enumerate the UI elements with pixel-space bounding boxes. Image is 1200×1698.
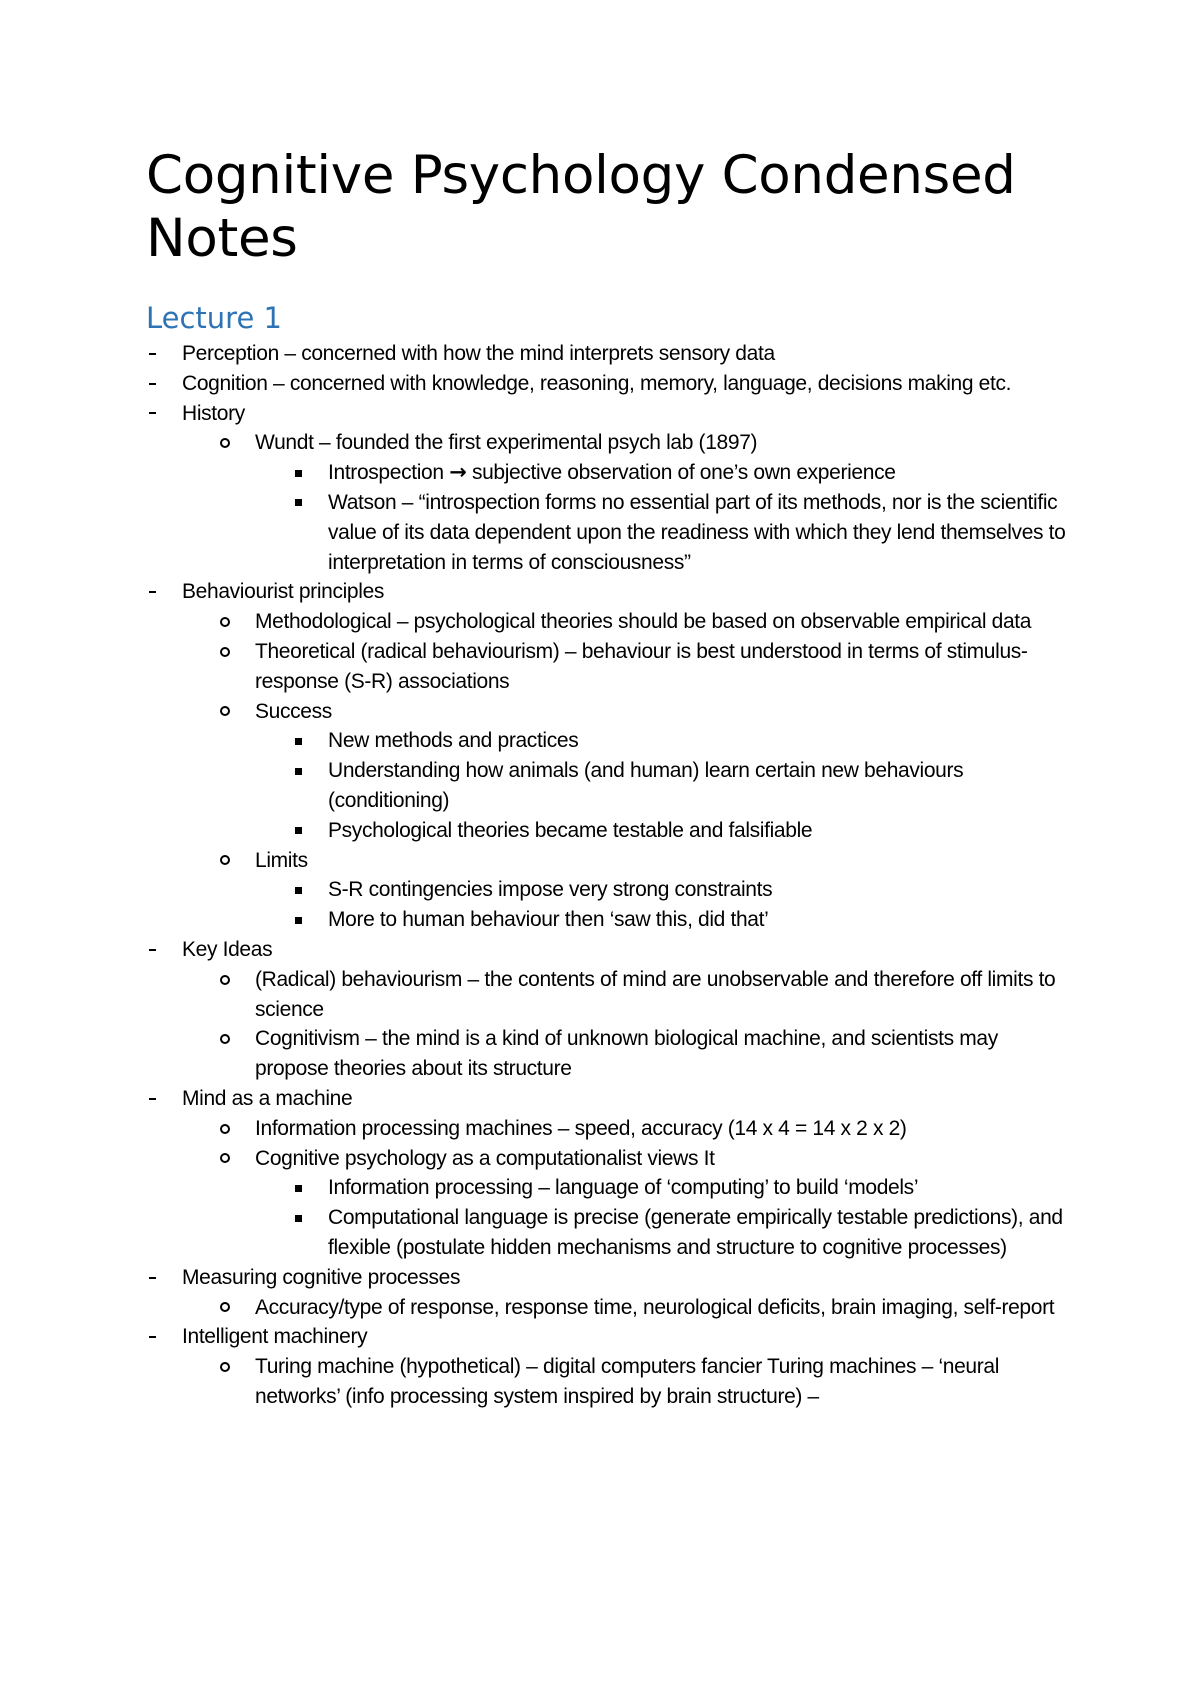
square-bullet-icon [292,458,304,488]
section-heading-lecture-1: Lecture 1 [146,301,282,335]
square-bullet-icon [292,756,304,786]
list-item [146,1293,1076,1323]
list-item-text: Cognitivism – the mind is a kind of unknown biological machine, and scientists may propose theories about its structure [255,1027,998,1081]
circle-bullet-icon [218,637,232,667]
list-item [146,1084,1076,1114]
list-item [146,607,1076,637]
circle-bullet-icon [218,607,232,637]
list-item [146,726,1076,756]
list-item [146,458,1076,488]
list-item-text: New methods and practices [328,729,579,753]
list-item [146,1322,1076,1352]
dash-bullet-icon [146,339,158,369]
list-item-text: More to human behaviour then ‘saw this, did that’ [328,908,769,932]
list-item [146,488,1076,577]
dash-bullet-icon [146,399,158,429]
list-item-text: Mind as a machine [182,1086,353,1110]
circle-bullet-icon [218,1352,232,1382]
list-item [146,1144,1076,1174]
list-item-text: Watson – “introspection forms no essential part of its methods, nor is the scientific value of its data dependent upon the readiness with which they lend themselves to interpretation in terms of consciousness” [328,490,1066,574]
list-item-text: Behaviourist principles [182,580,385,604]
list-item-text: Theoretical (radical behaviourism) – behaviour is best understood in terms of stimulus-response (S-R) associations [255,639,1028,693]
list-item-text: S-R contingencies impose very strong constraints [328,878,773,902]
list-item-text: Psychological theories became testable and falsifiable [328,818,813,842]
square-bullet-icon [292,875,304,905]
notes-list [146,339,1076,1412]
list-item [146,637,1076,697]
list-item-text-prefix: Introspection [328,461,450,485]
list-item-text: Success [255,699,332,723]
list-item [146,1352,1076,1412]
list-item [146,369,1076,399]
square-bullet-icon [292,488,304,518]
circle-bullet-icon [218,697,232,727]
dash-bullet-icon [146,369,158,399]
list-item-text: Understanding how animals (and human) learn certain new behaviours (conditioning) [328,759,964,812]
list-item-text: Limits [255,848,308,872]
list-item-text: Information processing machines – speed, accuracy (14 x 4 = 14 x 2 x 2) [255,1116,907,1140]
list-item-text: Cognitive psychology as a computationalist views It [255,1146,715,1170]
circle-bullet-icon [218,428,232,458]
list-item-text: Measuring cognitive processes [182,1265,461,1289]
list-item-text: Wundt – founded the first experimental psych lab (1897) [255,431,758,455]
dash-bullet-icon [146,1263,158,1293]
list-item [146,875,1076,905]
list-item [146,1024,1076,1084]
list-item [146,399,1076,429]
square-bullet-icon [292,816,304,846]
list-item [146,1173,1076,1203]
dash-bullet-icon [146,1322,158,1352]
list-item [146,1263,1076,1293]
square-bullet-icon [292,726,304,756]
document-title: Cognitive Psychology Condensed Notes [146,145,1016,269]
list-item-text: (Radical) behaviourism – the contents of mind are unobservable and therefore off limits to science [255,967,1056,1021]
list-item-text: Key Ideas [182,937,273,961]
list-item-text: Accuracy/type of response, response time, neurological deficits, brain imaging, self-report [255,1295,1055,1319]
list-item [146,428,1076,458]
list-item [146,756,1076,816]
list-item [146,577,1076,607]
list-item-text: Perception – concerned with how the mind interprets sensory data [182,342,775,365]
square-bullet-icon [292,905,304,935]
list-item-text: History [182,401,245,425]
circle-bullet-icon [218,1114,232,1144]
list-item [146,935,1076,965]
dash-bullet-icon [146,1084,158,1114]
list-item [146,697,1076,727]
list-item-text: Cognition – concerned with knowledge, reasoning, memory, language, decisions making etc. [182,371,1012,395]
square-bullet-icon [292,1173,304,1203]
list-item [146,816,1076,846]
circle-bullet-icon [218,1024,232,1054]
square-bullet-icon [292,1203,304,1233]
circle-bullet-icon [218,1293,232,1323]
dash-bullet-icon [146,935,158,965]
dash-bullet-icon [146,577,158,607]
circle-bullet-icon [218,846,232,876]
list-item-text: Information processing – language of ‘computing’ to build ‘models’ [328,1176,919,1200]
list-item-text: Computational language is precise (generate empirically testable predictions), and flexible (postulate hidden mechanisms and structure to cognitive processes) [328,1206,1063,1259]
list-item [146,1203,1076,1263]
list-item [146,1114,1076,1144]
circle-bullet-icon [218,965,232,995]
list-item-text: Turing machine (hypothetical) – digital computers fancier Turing machines – ‘neural networks’ (info processing system inspired by brain structure) – [255,1355,1000,1408]
right-arrow-icon: → [449,460,467,485]
list-item-text: Intelligent machinery [182,1325,368,1349]
list-item [146,339,1076,369]
list-item [146,905,1076,935]
list-item [146,846,1076,876]
list-item-text: Methodological – psychological theories should be based on observable empirical data [255,610,1032,634]
list-item-text: subjective observation of one’s own experience [471,461,896,485]
list-item [146,965,1076,1025]
circle-bullet-icon [218,1144,232,1174]
